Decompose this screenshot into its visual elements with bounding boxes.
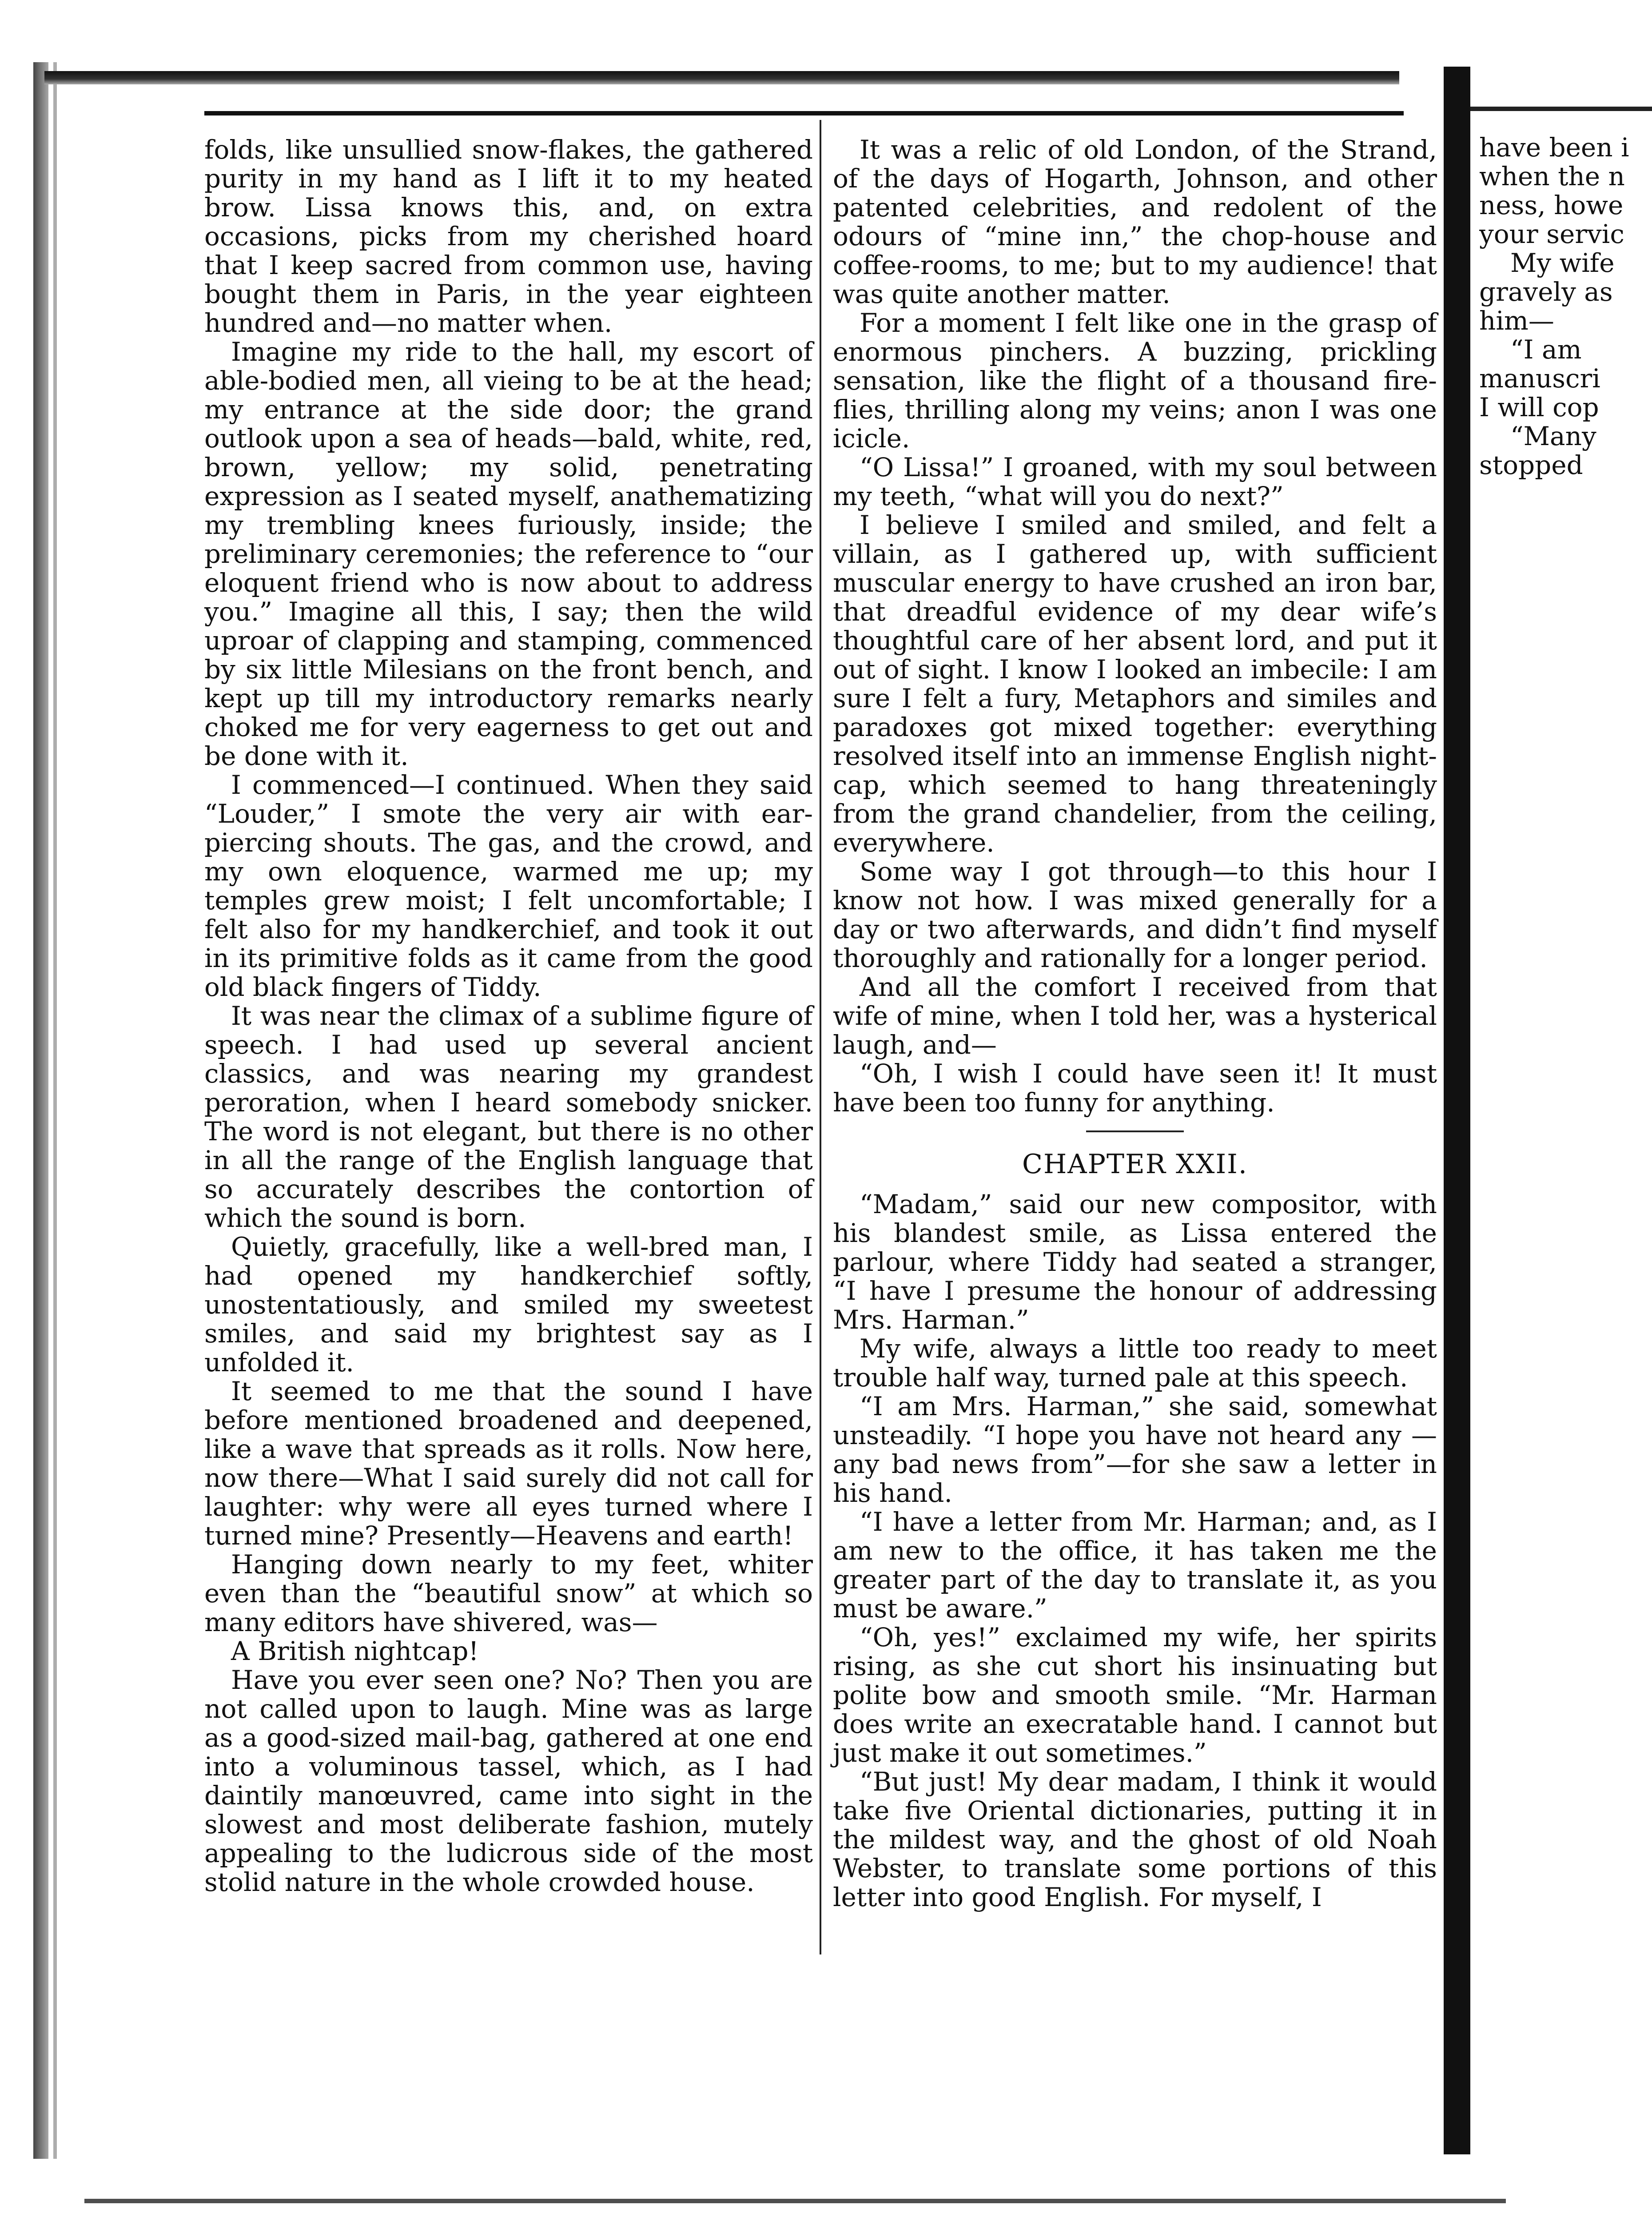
paragraph: My wife xyxy=(1510,248,1615,278)
paragraph: Imagine my ride to the hall, my escort of able-bodied men, all vieing to be at the head; my entrance at the side door; the grand outlook upon a sea of heads—bald, white, red, brown, yellow; my solid, penetrating expression as I seated myself, anathematizing my trembling knees furiously, inside; the preliminary ceremonies; the reference to “our eloquent friend who is now about to address you.” Imagine all this, I say; then the wild uproar of clapping and stamping, commenced by six little Milesians on the front bench, and kept up till my introductory remarks nearly choked me for very eagerness to get out and be done with it. xyxy=(204,337,813,771)
column-divider xyxy=(820,120,821,1954)
paragraph: And all the comfort I received from that wife of mine, when I told her, was a hysterical laugh, and— xyxy=(833,972,1437,1060)
paragraph: him— xyxy=(1479,306,1554,336)
right-column-top-text xyxy=(833,135,1437,1117)
paragraph: It was a relic of old London, of the Strand, of the days of Hogarth, Johnson, and other patented celebrities, and redolent of the odours of “mine inn,” the chop-house and coffee-rooms, to me; but to my audience! that was quite another matter. xyxy=(833,135,1437,309)
paragraph: “I am xyxy=(1510,334,1582,365)
left-column xyxy=(204,135,813,1897)
paragraph: Hanging down nearly to my feet, whiter even than the “beautiful snow” at which so many editors have shivered, was— xyxy=(204,1549,813,1637)
paragraph: folds, like unsullied snow-flakes, the gathered purity in my hand as I lift it to my heated brow. Lissa knows this, and, on extra occasions, picks from my cherished hoard that I keep sacred from common use, having bought them in Paris, in the year eighteen hundred and—no matter when. xyxy=(204,135,813,338)
paragraph: “Oh, I wish I could have seen it! It must have been too funny for anything. xyxy=(833,1059,1437,1118)
top-rule xyxy=(44,71,1399,84)
paragraph: “But just! My dear madam, I think it would take five Oriental dictionaries, putting it in the mildest way, and the ghost of old Noah Webster, to translate some portions of this letter into good English. For myself, I xyxy=(833,1767,1437,1912)
paragraph: when the n xyxy=(1479,161,1625,191)
next-page-header-rule xyxy=(1470,107,1652,111)
paragraph: manuscri xyxy=(1479,363,1600,394)
paragraph: Quietly, gracefully, like a well-bred man, I had opened my handkerchief softly, unostentatiously, and smiled my sweetest smiles, and said my brightest say as I unfolded it. xyxy=(204,1232,813,1377)
header-rule xyxy=(204,111,1404,115)
paragraph: “I am Mrs. Harman,” she said, somewhat unsteadily. “I hope you have not heard any —any bad news from”—for she saw a letter in his hand. xyxy=(833,1391,1437,1508)
paragraph: have been i xyxy=(1479,133,1629,163)
paragraph: ness, howe xyxy=(1479,190,1624,220)
paragraph: your servic xyxy=(1479,219,1624,249)
next-page-fragment xyxy=(1479,133,1652,480)
paragraph: stopped xyxy=(1479,450,1583,480)
paragraph: I believe I smiled and smiled, and felt a villain, as I gathered up, with sufficient muscular energy to have crushed an iron bar, that dreadful evidence of my dear wife’s thoughtful care of her absent lord, and put it out of sight. I know I looked an imbecile: I am sure I felt a fury, Metaphors and similes and paradoxes got mixed together: everything resolved itself into an immense English night-cap, which seemed to hang threateningly from the grand chandelier, from the ceiling, everywhere. xyxy=(833,510,1437,858)
paragraph: Have you ever seen one? No? Then you are not called upon to laugh. Mine was as large as a good-sized mail-bag, gathered at one end into a voluminous tassel, which, as I had daintily manœuvred, came into sight in the slowest and most deliberate fashion, mutely appealing to the ludicrous side of the most stolid nature in the whole crowded house. xyxy=(204,1665,813,1897)
chapter-heading: CHAPTER XXII. xyxy=(1022,1149,1248,1180)
bottom-rule xyxy=(84,2199,1506,2203)
page-gutter-bar xyxy=(1444,67,1470,2154)
paragraph: “Many xyxy=(1510,421,1596,451)
paragraph: “Madam,” said our new compositor, with his blandest smile, as Lissa entered the parlour, where Tiddy had seated a stranger, “I have I presume the honour of addressing Mrs. Harman.” xyxy=(833,1189,1437,1335)
paragraph: It seemed to me that the sound I have before mentioned broadened and deepened, like a wave that spreads as it rolls. Now here, now there—What I said surely did not call for laughter: why were all eyes turned where I turned mine? Presently—Heavens and earth! xyxy=(204,1376,813,1551)
scan-left-border-inner xyxy=(53,62,57,2159)
paragraph: My wife, always a little too ready to meet trouble half way, turned pale at this speech. xyxy=(833,1333,1437,1393)
chapter-divider-rule xyxy=(1086,1130,1184,1132)
paragraph: gravely as xyxy=(1479,277,1613,307)
paragraph: It was near the climax of a sublime figure of speech. I had used up several ancient classics, and was nearing my grandest peroration, when I heard somebody snicker. The word is not elegant, but there is no other in all the range of the English language that so accurately describes the contortion of which the sound is born. xyxy=(204,1001,813,1233)
paragraph: Some way I got through—to this hour I know not how. I was mixed generally for a day or two afterwards, and didn’t find myself thoroughly and rationally for a longer period. xyxy=(833,856,1437,973)
paragraph: “I have a letter from Mr. Harman; and, as I am new to the office, it has taken me the greater part of the day to translate it, as you must be aware.” xyxy=(833,1507,1437,1624)
paragraph: I will cop xyxy=(1479,392,1599,422)
paragraph: “Oh, yes!” exclaimed my wife, her spirits rising, as she cut short his insinuating but polite bow and smooth smile. “Mr. Harman does write an execratable hand. I cannot but just make it out sometimes.” xyxy=(833,1622,1437,1768)
paragraph: I commenced—I continued. When they said “Louder,” I smote the very air with ear-piercing shouts. The gas, and the crowd, and my own eloquence, warmed me up; my temples grew moist; I felt uncomfortable; I felt also for my handkerchief, and took it out in its primitive folds as it came from the good old black fingers of Tiddy. xyxy=(204,770,813,1002)
scan-left-border xyxy=(33,62,48,2159)
paragraph: For a moment I felt like one in the grasp of enormous pinchers. A buzzing, prickling sensation, like the flight of a thousand fire-flies, thrilling along my veins; anon I was one icicle. xyxy=(833,308,1437,454)
right-column-bottom-text xyxy=(833,1190,1437,1912)
paragraph: A British nightcap! xyxy=(231,1636,479,1666)
right-column xyxy=(833,135,1437,1912)
paragraph: “O Lissa!” I groaned, with my soul between my teeth, “what will you do next?” xyxy=(833,452,1437,511)
